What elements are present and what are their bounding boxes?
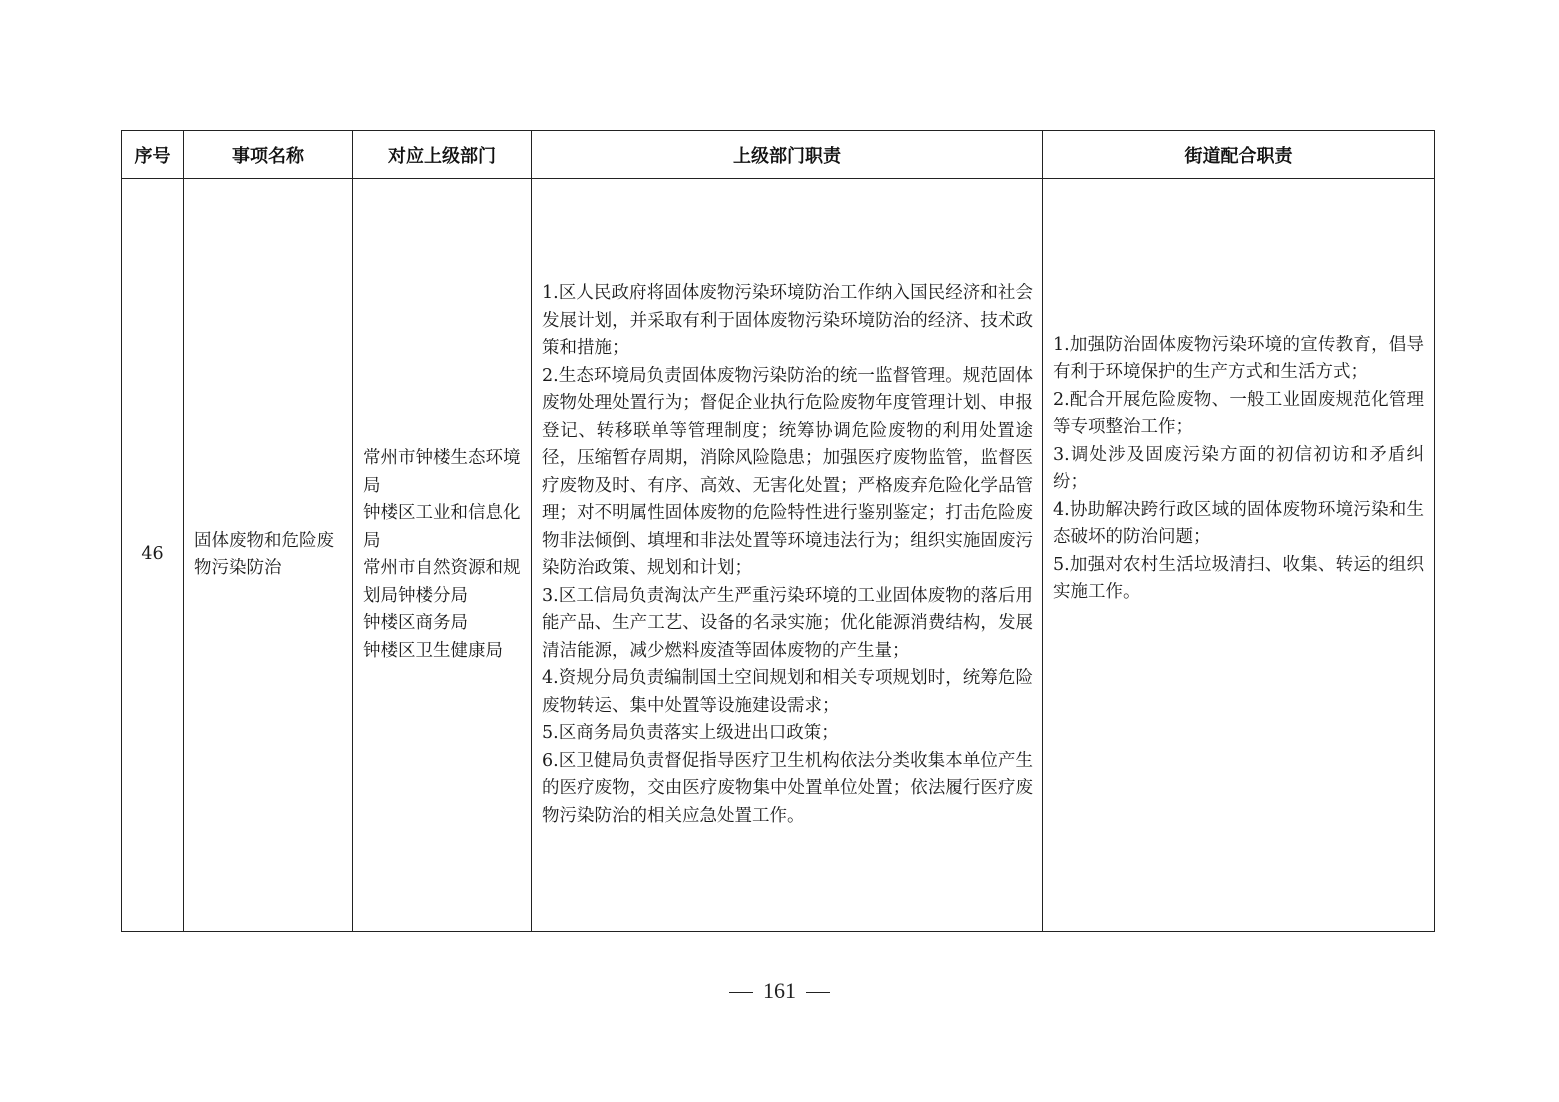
footer-dash-right — [806, 992, 830, 993]
dept-item: 钟楼区工业和信息化局 — [363, 503, 521, 551]
table-row — [122, 179, 1435, 932]
upper-duty-item: 2.生态环境局负责固体废物污染防治的统一监督管理。规范固体废物处理处置行为；督促企业执行危险废物年度管理计划、申报登记、转移联单等管理制度；统筹协调危险废物的利用处置途径，压缩暂存周期，消除风险隐患；加强医疗废物监管，监督医疗废物及时、有序、高效、无害化处置；严格废弃危险化学品管理；对不明属性固体废物的危险特性进行鉴别鉴定；打击危险废物非法倾倒、填埋和非法处置等环境违法行为；组织实施固废污染防治政策、规划和计划； — [542, 365, 1033, 578]
row-number: 46 — [122, 179, 184, 932]
table-header-row — [122, 131, 1435, 179]
header-name: 事项名称 — [184, 131, 353, 179]
duties-table — [121, 130, 1435, 932]
street-duties-list — [1043, 179, 1435, 932]
page-footer — [0, 978, 1559, 1004]
upper-duty-item: 1.区人民政府将固体废物污染环境防治工作纳入国民经济和社会发展计划，并采取有利于固体废物污染环境防治的经济、技术政策和措施； — [542, 283, 1033, 358]
street-duty-item: 5.加强对农村生活垃圾清扫、收集、转运的组织实施工作。 — [1053, 554, 1424, 602]
dept-item: 常州市钟楼生态环境局 — [363, 448, 521, 496]
dept-item: 钟楼区卫生健康局 — [363, 640, 503, 661]
header-upper-duties: 上级部门职责 — [532, 131, 1043, 179]
item-name: 固体废物和危险废物污染防治 — [184, 179, 353, 932]
dept-item: 钟楼区商务局 — [363, 613, 468, 633]
street-duty-item: 3.调处涉及固废污染方面的初信初访和矛盾纠纷； — [1053, 444, 1424, 492]
street-duty-item: 2.配合开展危险废物、一般工业固废规范化管理等专项整治工作； — [1053, 389, 1424, 437]
street-duty-item: 4.协助解决跨行政区域的固体废物环境污染和生态破坏的防治问题； — [1053, 499, 1424, 547]
upper-duty-item: 5.区商务局负责落实上级进出口政策； — [542, 723, 839, 743]
street-duty-item: 1.加强防治固体废物污染环境的宣传教育，倡导有利于环境保护的生产方式和生活方式； — [1053, 334, 1424, 382]
upper-duties-list — [532, 179, 1043, 932]
upper-duty-item: 6.区卫健局负责督促指导医疗卫生机构依法分类收集本单位产生的医疗废物，交由医疗废物集中处置单位处置；依法履行医疗废物污染防治的相关应急处置工作。 — [542, 750, 1033, 826]
header-street-duties: 街道配合职责 — [1043, 131, 1435, 179]
upper-duty-item: 3.区工信局负责淘汰产生严重污染环境的工业固体废物的落后用能产品、生产工艺、设备的名录实施；优化能源消费结构，发展清洁能源，减少燃料废渣等固体废物的产生量； — [542, 585, 1033, 661]
dept-list — [353, 179, 532, 932]
page-number: 161 — [763, 978, 796, 1003]
header-num: 序号 — [122, 131, 184, 179]
footer-dash-left — [729, 992, 753, 993]
dept-item: 常州市自然资源和规划局钟楼分局 — [363, 558, 521, 606]
header-dept: 对应上级部门 — [353, 131, 532, 179]
upper-duty-item: 4.资规分局负责编制国土空间规划和相关专项规划时，统筹危险废物转运、集中处置等设施建设需求； — [542, 668, 1033, 716]
